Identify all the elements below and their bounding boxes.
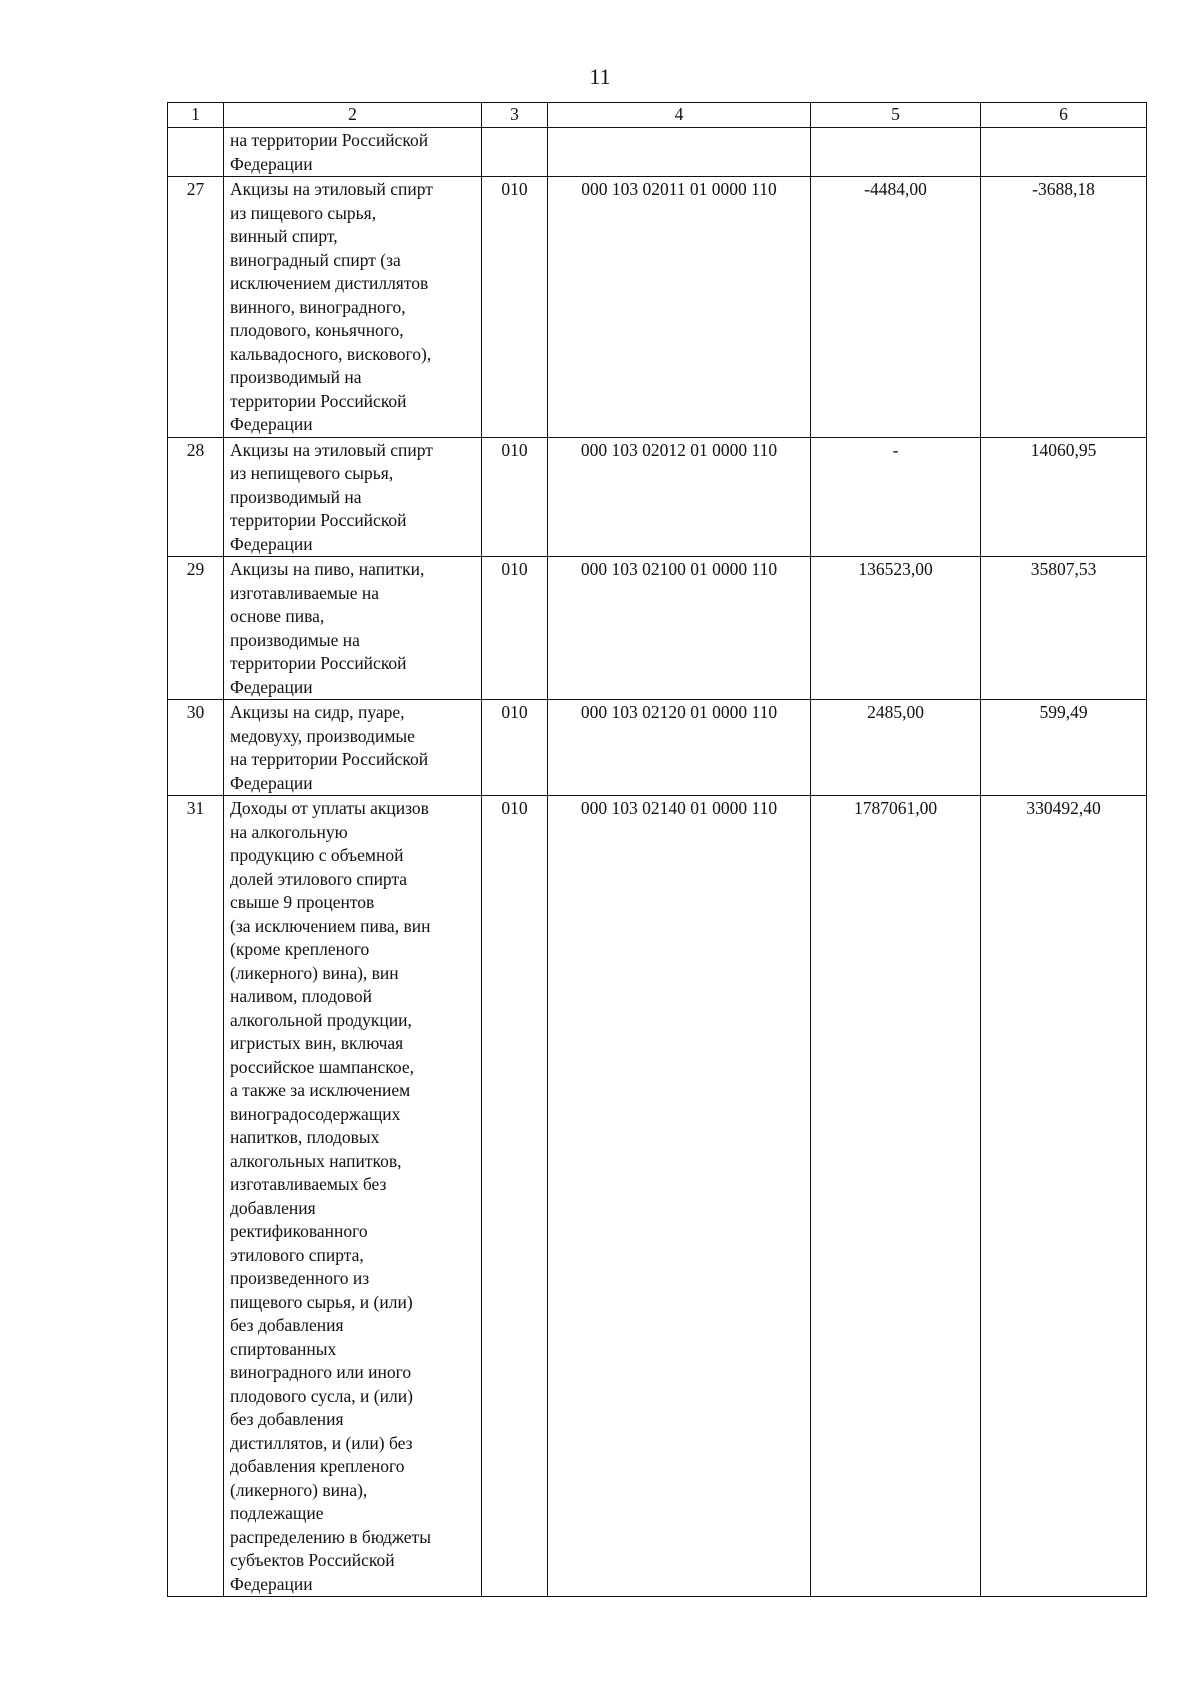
continuation-no bbox=[168, 128, 224, 177]
row-kbk: 000 103 02140 01 0000 110 bbox=[548, 796, 811, 1597]
col-header-5: 5 bbox=[811, 103, 981, 128]
row-number: 27 bbox=[168, 177, 224, 438]
row-col5: 1787061,00 bbox=[811, 796, 981, 1597]
table-row bbox=[168, 557, 1147, 700]
row-admin-code: 010 bbox=[482, 177, 548, 438]
row-admin-code: 010 bbox=[482, 700, 548, 796]
row-col5: 136523,00 bbox=[811, 557, 981, 700]
table-body bbox=[168, 128, 1147, 1597]
table-row bbox=[168, 177, 1147, 438]
row-col5: -4484,00 bbox=[811, 177, 981, 438]
row-col6: 330492,40 bbox=[981, 796, 1147, 1597]
row-col5: - bbox=[811, 437, 981, 557]
row-kbk: 000 103 02012 01 0000 110 bbox=[548, 437, 811, 557]
row-admin-code: 010 bbox=[482, 557, 548, 700]
row-col6: 35807,53 bbox=[981, 557, 1147, 700]
continuation-col6 bbox=[981, 128, 1147, 177]
col-header-6: 6 bbox=[981, 103, 1147, 128]
continuation-row bbox=[168, 128, 1147, 177]
continuation-description: на территории Российской Федерации bbox=[224, 128, 482, 177]
continuation-col5 bbox=[811, 128, 981, 177]
row-description: Акцизы на этиловый спирт из непищевого сырья, производимый на территории Российской Федерации bbox=[224, 437, 482, 557]
table-row bbox=[168, 437, 1147, 557]
row-number: 29 bbox=[168, 557, 224, 700]
row-col5: 2485,00 bbox=[811, 700, 981, 796]
row-admin-code: 010 bbox=[482, 437, 548, 557]
row-number: 28 bbox=[168, 437, 224, 557]
row-description: Доходы от уплаты акцизов на алкогольную продукцию с объемной долей этилового спирта свыше 9 процентов (за исключением пива, вин (кроме крепленого (ликерного) вина), вин наливом, плодовой алкогольной продукции, игристых вин, включая российское шампанское, а также за исключением виноградосодержащих напитков, плодовых алкогольных напитков, изготавливаемых без добавления ректификованного этилового спирта, произведенного из пищевого сырья, и (или) без добавления спиртованных виноградного или иного плодового сусла, и (или) без добавления дистиллятов, и (или) без добавления крепленого (ликерного) вина), подлежащие распределению в бюджеты субъектов Российской Федерации bbox=[224, 796, 482, 1597]
table-row bbox=[168, 700, 1147, 796]
page-number: 11 bbox=[589, 64, 611, 89]
row-admin-code: 010 bbox=[482, 796, 548, 1597]
row-kbk: 000 103 02011 01 0000 110 bbox=[548, 177, 811, 438]
header-row bbox=[168, 103, 1147, 128]
row-kbk: 000 103 02120 01 0000 110 bbox=[548, 700, 811, 796]
row-col6: 599,49 bbox=[981, 700, 1147, 796]
row-description: Акцизы на сидр, пуаре, медовуху, производимые на территории Российской Федерации bbox=[224, 700, 482, 796]
row-description: Акцизы на пиво, напитки, изготавливаемые на основе пива, производимые на территории Российской Федерации bbox=[224, 557, 482, 700]
col-header-2: 2 bbox=[224, 103, 482, 128]
continuation-admin bbox=[482, 128, 548, 177]
row-col6: -3688,18 bbox=[981, 177, 1147, 438]
revenue-table bbox=[167, 102, 1147, 1597]
col-header-1: 1 bbox=[168, 103, 224, 128]
table-row bbox=[168, 796, 1147, 1597]
row-number: 30 bbox=[168, 700, 224, 796]
row-kbk: 000 103 02100 01 0000 110 bbox=[548, 557, 811, 700]
row-description: Акцизы на этиловый спирт из пищевого сырья, винный спирт, виноградный спирт (за исключением дистиллятов винного, виноградного, плодового, коньячного, кальвадосного, вискового), производимый на территории Российской Федерации bbox=[224, 177, 482, 438]
col-header-3: 3 bbox=[482, 103, 548, 128]
row-number: 31 bbox=[168, 796, 224, 1597]
continuation-kbk bbox=[548, 128, 811, 177]
col-header-4: 4 bbox=[548, 103, 811, 128]
row-col6: 14060,95 bbox=[981, 437, 1147, 557]
